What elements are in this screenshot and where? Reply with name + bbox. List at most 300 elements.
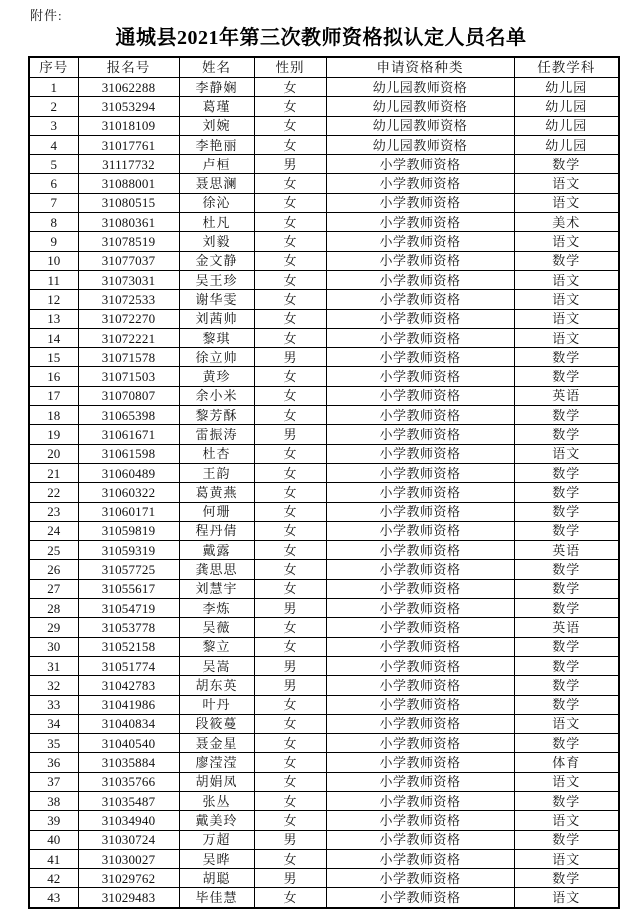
cell-name: 李炼: [179, 599, 254, 618]
cell-gender: 女: [254, 560, 326, 579]
cell-certificate-type: 小学教师资格: [326, 406, 514, 425]
cell-gender: 女: [254, 714, 326, 733]
cell-gender: 女: [254, 97, 326, 116]
cell-gender: 女: [254, 328, 326, 347]
cell-seq: 31: [29, 656, 78, 675]
cell-gender: 女: [254, 367, 326, 386]
cell-registration-number: 31041986: [78, 695, 179, 714]
cell-subject: 语文: [514, 328, 619, 347]
cell-seq: 41: [29, 849, 78, 868]
table-row: [29, 734, 619, 753]
cell-name: 张丛: [179, 791, 254, 810]
cell-gender: 女: [254, 791, 326, 810]
cell-registration-number: 31072221: [78, 328, 179, 347]
table-row: [29, 521, 619, 540]
cell-name: 王韵: [179, 463, 254, 482]
cell-name: 李静娴: [179, 78, 254, 97]
cell-seq: 9: [29, 232, 78, 251]
table-row: [29, 367, 619, 386]
cell-name: 葛黄燕: [179, 483, 254, 502]
cell-name: 杜凡: [179, 213, 254, 232]
cell-gender: 男: [254, 830, 326, 849]
cell-name: 胡娟凤: [179, 772, 254, 791]
cell-name: 雷振涛: [179, 425, 254, 444]
cell-gender: 女: [254, 444, 326, 463]
cell-gender: 女: [254, 232, 326, 251]
table-row: [29, 483, 619, 502]
cell-gender: 女: [254, 618, 326, 637]
cell-certificate-type: 小学教师资格: [326, 888, 514, 908]
cell-subject: 美术: [514, 213, 619, 232]
cell-name: 戴露: [179, 541, 254, 560]
cell-name: 吴晔: [179, 849, 254, 868]
cell-subject: 数学: [514, 695, 619, 714]
cell-registration-number: 31030027: [78, 849, 179, 868]
roster-table: [28, 56, 620, 909]
cell-seq: 10: [29, 251, 78, 270]
table-row: [29, 888, 619, 908]
cell-subject: 英语: [514, 618, 619, 637]
table-row: [29, 78, 619, 97]
cell-subject: 语文: [514, 444, 619, 463]
table-row: [29, 849, 619, 868]
cell-registration-number: 31035766: [78, 772, 179, 791]
cell-subject: 幼儿园: [514, 78, 619, 97]
cell-seq: 15: [29, 348, 78, 367]
cell-subject: 数学: [514, 734, 619, 753]
cell-subject: 数学: [514, 483, 619, 502]
cell-subject: 数学: [514, 348, 619, 367]
cell-seq: 23: [29, 502, 78, 521]
table-row: [29, 309, 619, 328]
cell-seq: 14: [29, 328, 78, 347]
cell-name: 何珊: [179, 502, 254, 521]
roster-table-container: [28, 56, 618, 909]
cell-certificate-type: 幼儿园教师资格: [326, 97, 514, 116]
cell-registration-number: 31071503: [78, 367, 179, 386]
cell-name: 徐立帅: [179, 348, 254, 367]
cell-seq: 11: [29, 270, 78, 289]
cell-subject: 幼儿园: [514, 135, 619, 154]
cell-seq: 34: [29, 714, 78, 733]
table-row: [29, 348, 619, 367]
table-row: [29, 97, 619, 116]
cell-subject: 数学: [514, 502, 619, 521]
cell-subject: 数学: [514, 599, 619, 618]
table-header: [29, 57, 619, 78]
cell-certificate-type: 小学教师资格: [326, 309, 514, 328]
cell-name: 聂思澜: [179, 174, 254, 193]
cell-certificate-type: 小学教师资格: [326, 483, 514, 502]
cell-seq: 2: [29, 97, 78, 116]
cell-name: 李艳丽: [179, 135, 254, 154]
cell-gender: 女: [254, 753, 326, 772]
table-row: [29, 135, 619, 154]
cell-registration-number: 31053778: [78, 618, 179, 637]
cell-seq: 40: [29, 830, 78, 849]
cell-registration-number: 31073031: [78, 270, 179, 289]
table-row: [29, 425, 619, 444]
cell-subject: 语文: [514, 772, 619, 791]
cell-subject: 数学: [514, 521, 619, 540]
table-row: [29, 116, 619, 135]
cell-name: 黄珍: [179, 367, 254, 386]
cell-name: 聂金星: [179, 734, 254, 753]
cell-subject: 幼儿园: [514, 116, 619, 135]
cell-name: 戴美玲: [179, 811, 254, 830]
cell-subject: 数学: [514, 830, 619, 849]
table-row: [29, 656, 619, 675]
table-row: [29, 869, 619, 888]
cell-gender: 男: [254, 656, 326, 675]
cell-seq: 20: [29, 444, 78, 463]
table-row: [29, 772, 619, 791]
cell-gender: 女: [254, 888, 326, 908]
cell-seq: 43: [29, 888, 78, 908]
cell-gender: 女: [254, 251, 326, 270]
cell-registration-number: 31053294: [78, 97, 179, 116]
cell-registration-number: 31029762: [78, 869, 179, 888]
cell-seq: 21: [29, 463, 78, 482]
table-row: [29, 232, 619, 251]
cell-subject: 语文: [514, 174, 619, 193]
attachment-label: 附件:: [30, 8, 63, 23]
cell-gender: 女: [254, 406, 326, 425]
cell-certificate-type: 小学教师资格: [326, 232, 514, 251]
cell-gender: 女: [254, 772, 326, 791]
cell-seq: 36: [29, 753, 78, 772]
cell-registration-number: 31059819: [78, 521, 179, 540]
cell-subject: 语文: [514, 714, 619, 733]
cell-subject: 数学: [514, 676, 619, 695]
cell-certificate-type: 小学教师资格: [326, 618, 514, 637]
cell-gender: 女: [254, 78, 326, 97]
cell-registration-number: 31061598: [78, 444, 179, 463]
cell-gender: 女: [254, 695, 326, 714]
cell-registration-number: 31040834: [78, 714, 179, 733]
cell-certificate-type: 小学教师资格: [326, 213, 514, 232]
cell-gender: 男: [254, 869, 326, 888]
cell-certificate-type: 小学教师资格: [326, 367, 514, 386]
cell-name: 刘毅: [179, 232, 254, 251]
cell-name: 葛瑾: [179, 97, 254, 116]
table-row: [29, 753, 619, 772]
cell-certificate-type: 小学教师资格: [326, 734, 514, 753]
table-row: [29, 714, 619, 733]
cell-certificate-type: 小学教师资格: [326, 811, 514, 830]
cell-seq: 29: [29, 618, 78, 637]
cell-certificate-type: 幼儿园教师资格: [326, 78, 514, 97]
cell-subject: 英语: [514, 541, 619, 560]
cell-seq: 1: [29, 78, 78, 97]
cell-name: 谢华雯: [179, 290, 254, 309]
cell-subject: 语文: [514, 290, 619, 309]
cell-certificate-type: 小学教师资格: [326, 579, 514, 598]
cell-subject: 语文: [514, 193, 619, 212]
cell-name: 刘婉: [179, 116, 254, 135]
cell-seq: 24: [29, 521, 78, 540]
cell-subject: 数学: [514, 560, 619, 579]
table-row: [29, 618, 619, 637]
cell-certificate-type: 小学教师资格: [326, 656, 514, 675]
table-row: [29, 213, 619, 232]
cell-name: 余小米: [179, 386, 254, 405]
cell-name: 胡聪: [179, 869, 254, 888]
cell-certificate-type: 小学教师资格: [326, 463, 514, 482]
cell-certificate-type: 幼儿园教师资格: [326, 135, 514, 154]
cell-registration-number: 31070807: [78, 386, 179, 405]
cell-certificate-type: 小学教师资格: [326, 753, 514, 772]
column-header-cert-type: 申请资格种类: [326, 57, 514, 78]
cell-registration-number: 31077037: [78, 251, 179, 270]
cell-gender: 女: [254, 386, 326, 405]
cell-seq: 4: [29, 135, 78, 154]
cell-registration-number: 31065398: [78, 406, 179, 425]
cell-gender: 女: [254, 849, 326, 868]
cell-name: 刘茜帅: [179, 309, 254, 328]
cell-certificate-type: 小学教师资格: [326, 270, 514, 289]
cell-gender: 女: [254, 541, 326, 560]
cell-registration-number: 31057725: [78, 560, 179, 579]
cell-seq: 42: [29, 869, 78, 888]
table-row: [29, 502, 619, 521]
table-row: [29, 560, 619, 579]
cell-seq: 38: [29, 791, 78, 810]
cell-certificate-type: 小学教师资格: [326, 830, 514, 849]
cell-subject: 数学: [514, 579, 619, 598]
cell-certificate-type: 小学教师资格: [326, 193, 514, 212]
cell-gender: 男: [254, 155, 326, 174]
cell-registration-number: 31117732: [78, 155, 179, 174]
cell-name: 黎琪: [179, 328, 254, 347]
cell-registration-number: 31059319: [78, 541, 179, 560]
cell-certificate-type: 小学教师资格: [326, 444, 514, 463]
table-row: [29, 811, 619, 830]
cell-gender: 女: [254, 193, 326, 212]
cell-certificate-type: 小学教师资格: [326, 849, 514, 868]
cell-gender: 女: [254, 290, 326, 309]
cell-gender: 女: [254, 135, 326, 154]
cell-seq: 26: [29, 560, 78, 579]
cell-seq: 39: [29, 811, 78, 830]
table-row: [29, 155, 619, 174]
cell-gender: 女: [254, 483, 326, 502]
table-row: [29, 406, 619, 425]
cell-certificate-type: 小学教师资格: [326, 521, 514, 540]
cell-registration-number: 31040540: [78, 734, 179, 753]
cell-registration-number: 31060171: [78, 502, 179, 521]
table-row: [29, 193, 619, 212]
cell-subject: 语文: [514, 849, 619, 868]
cell-gender: 女: [254, 734, 326, 753]
page-title: 通城县2021年第三次教师资格拟认定人员名单: [115, 27, 527, 49]
cell-registration-number: 31055617: [78, 579, 179, 598]
cell-certificate-type: 小学教师资格: [326, 772, 514, 791]
cell-seq: 37: [29, 772, 78, 791]
cell-certificate-type: 小学教师资格: [326, 560, 514, 579]
cell-name: 龚思思: [179, 560, 254, 579]
cell-certificate-type: 小学教师资格: [326, 348, 514, 367]
cell-registration-number: 31052158: [78, 637, 179, 656]
column-header-seq: 序号: [29, 57, 78, 78]
cell-seq: 32: [29, 676, 78, 695]
table-row: [29, 290, 619, 309]
cell-registration-number: 31035884: [78, 753, 179, 772]
cell-name: 廖滢滢: [179, 753, 254, 772]
table-row: [29, 695, 619, 714]
cell-name: 胡东英: [179, 676, 254, 695]
cell-registration-number: 31061671: [78, 425, 179, 444]
cell-subject: 数学: [514, 656, 619, 675]
cell-gender: 男: [254, 676, 326, 695]
cell-gender: 女: [254, 637, 326, 656]
cell-registration-number: 31029483: [78, 888, 179, 908]
cell-subject: 数学: [514, 425, 619, 444]
table-row: [29, 463, 619, 482]
cell-registration-number: 31042783: [78, 676, 179, 695]
cell-gender: 女: [254, 174, 326, 193]
cell-seq: 13: [29, 309, 78, 328]
cell-certificate-type: 幼儿园教师资格: [326, 116, 514, 135]
cell-gender: 女: [254, 116, 326, 135]
cell-subject: 语文: [514, 309, 619, 328]
table-header-row: [29, 57, 619, 78]
cell-registration-number: 31017761: [78, 135, 179, 154]
cell-subject: 语文: [514, 811, 619, 830]
cell-name: 杜杏: [179, 444, 254, 463]
cell-gender: 女: [254, 270, 326, 289]
cell-registration-number: 31060489: [78, 463, 179, 482]
cell-gender: 男: [254, 425, 326, 444]
cell-name: 程丹倩: [179, 521, 254, 540]
cell-registration-number: 31051774: [78, 656, 179, 675]
cell-registration-number: 31072533: [78, 290, 179, 309]
cell-gender: 女: [254, 521, 326, 540]
cell-seq: 5: [29, 155, 78, 174]
cell-seq: 16: [29, 367, 78, 386]
cell-name: 吴嵩: [179, 656, 254, 675]
cell-seq: 28: [29, 599, 78, 618]
cell-name: 卢桓: [179, 155, 254, 174]
cell-seq: 18: [29, 406, 78, 425]
cell-seq: 19: [29, 425, 78, 444]
cell-registration-number: 31080515: [78, 193, 179, 212]
cell-certificate-type: 小学教师资格: [326, 290, 514, 309]
cell-certificate-type: 小学教师资格: [326, 676, 514, 695]
table-row: [29, 830, 619, 849]
cell-registration-number: 31088001: [78, 174, 179, 193]
cell-subject: 数学: [514, 367, 619, 386]
cell-seq: 35: [29, 734, 78, 753]
cell-subject: 数学: [514, 869, 619, 888]
cell-registration-number: 31078519: [78, 232, 179, 251]
cell-gender: 女: [254, 502, 326, 521]
table-row: [29, 444, 619, 463]
table-row: [29, 541, 619, 560]
cell-gender: 女: [254, 579, 326, 598]
cell-name: 刘慧宇: [179, 579, 254, 598]
cell-seq: 33: [29, 695, 78, 714]
cell-registration-number: 31018109: [78, 116, 179, 135]
cell-registration-number: 31034940: [78, 811, 179, 830]
cell-registration-number: 31071578: [78, 348, 179, 367]
cell-certificate-type: 小学教师资格: [326, 695, 514, 714]
cell-certificate-type: 小学教师资格: [326, 502, 514, 521]
cell-subject: 数学: [514, 791, 619, 810]
cell-seq: 27: [29, 579, 78, 598]
cell-name: 徐沁: [179, 193, 254, 212]
cell-gender: 女: [254, 811, 326, 830]
cell-certificate-type: 小学教师资格: [326, 155, 514, 174]
column-header-gender: 性别: [254, 57, 326, 78]
cell-subject: 体育: [514, 753, 619, 772]
cell-name: 黎芳酥: [179, 406, 254, 425]
cell-name: 金文静: [179, 251, 254, 270]
cell-subject: 语文: [514, 270, 619, 289]
cell-gender: 女: [254, 463, 326, 482]
cell-registration-number: 31060322: [78, 483, 179, 502]
cell-certificate-type: 小学教师资格: [326, 174, 514, 193]
cell-certificate-type: 小学教师资格: [326, 541, 514, 560]
cell-gender: 男: [254, 348, 326, 367]
table-row: [29, 637, 619, 656]
cell-registration-number: 31054719: [78, 599, 179, 618]
cell-subject: 数学: [514, 463, 619, 482]
cell-registration-number: 31072270: [78, 309, 179, 328]
cell-seq: 25: [29, 541, 78, 560]
cell-gender: 男: [254, 599, 326, 618]
cell-subject: 语文: [514, 232, 619, 251]
cell-gender: 女: [254, 213, 326, 232]
column-header-subject: 任教学科: [514, 57, 619, 78]
cell-certificate-type: 小学教师资格: [326, 386, 514, 405]
cell-name: 段筱蔓: [179, 714, 254, 733]
table-row: [29, 676, 619, 695]
cell-certificate-type: 小学教师资格: [326, 869, 514, 888]
cell-registration-number: 31030724: [78, 830, 179, 849]
cell-subject: 数学: [514, 406, 619, 425]
cell-certificate-type: 小学教师资格: [326, 425, 514, 444]
table-row: [29, 599, 619, 618]
cell-registration-number: 31080361: [78, 213, 179, 232]
table-row: [29, 328, 619, 347]
cell-seq: 6: [29, 174, 78, 193]
cell-seq: 8: [29, 213, 78, 232]
cell-subject: 英语: [514, 386, 619, 405]
cell-certificate-type: 小学教师资格: [326, 251, 514, 270]
table-row: [29, 386, 619, 405]
cell-certificate-type: 小学教师资格: [326, 637, 514, 656]
cell-registration-number: 31062288: [78, 78, 179, 97]
table-row: [29, 791, 619, 810]
cell-registration-number: 31035487: [78, 791, 179, 810]
cell-name: 叶丹: [179, 695, 254, 714]
cell-subject: 数学: [514, 637, 619, 656]
column-header-regno: 报名号: [78, 57, 179, 78]
cell-certificate-type: 小学教师资格: [326, 328, 514, 347]
cell-name: 吴王珍: [179, 270, 254, 289]
table-row: [29, 174, 619, 193]
cell-seq: 3: [29, 116, 78, 135]
cell-seq: 7: [29, 193, 78, 212]
cell-name: 黎立: [179, 637, 254, 656]
cell-seq: 22: [29, 483, 78, 502]
cell-subject: 语文: [514, 888, 619, 908]
cell-name: 万超: [179, 830, 254, 849]
cell-seq: 30: [29, 637, 78, 656]
cell-certificate-type: 小学教师资格: [326, 599, 514, 618]
cell-seq: 17: [29, 386, 78, 405]
